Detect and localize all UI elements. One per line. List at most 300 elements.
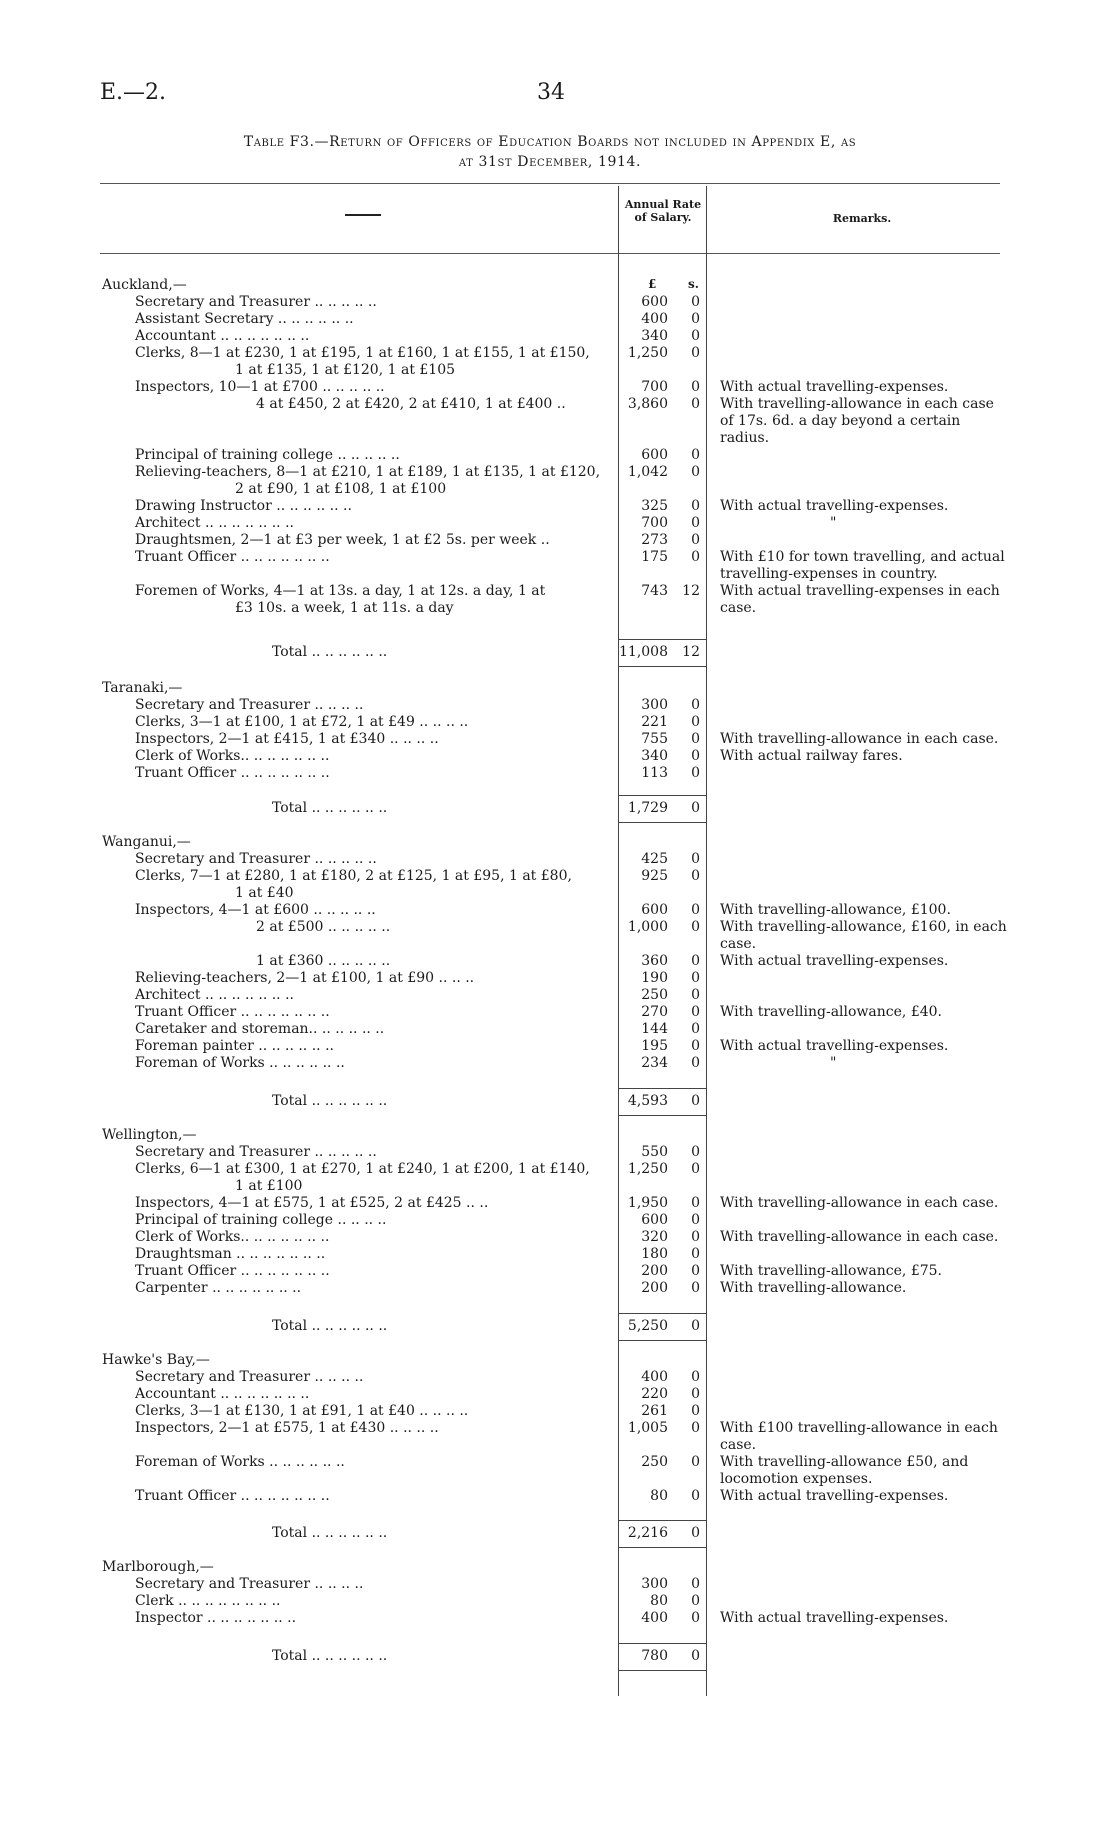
row-label-text: Clerks, 3—1 at £100, 1 at £72, 1 at £49	[135, 714, 415, 730]
row-label-text: Clerks, 7—1 at £280, 1 at £180, 2 at £125, 1 at £95, 1 at £80,	[135, 868, 572, 884]
leader-dots: .. .. .. .. ..	[320, 644, 388, 660]
salary-pounds: 180	[641, 1246, 668, 1262]
row-label-text: Principal of training college	[135, 1212, 334, 1228]
salary-shillings: 12	[682, 583, 700, 599]
leader-dots: .. .. .. .. ..	[308, 902, 376, 918]
leader-dots: .. .. .. ..	[385, 731, 439, 747]
leader-dots: .. .. .. .. .. ..	[264, 1055, 345, 1071]
salary-shillings: 0	[691, 987, 700, 1003]
salary-pounds: 340	[641, 328, 668, 344]
row-remark: "	[830, 1055, 837, 1071]
row-remark: With travelling-allowance in each case of 17s. 6d. a day beyond a certain radius.	[720, 396, 994, 446]
table-row-label	[135, 970, 474, 987]
row-label-text: 4 at £450, 2 at £420, 2 at £410, 1 at £400	[256, 396, 553, 412]
row-remark: With travelling-allowance in each case.	[720, 731, 999, 747]
table-row-label	[135, 1229, 329, 1246]
row-label-text: Secretary and Treasurer	[135, 1576, 311, 1592]
row-label-text: 1 at £360	[256, 953, 324, 969]
leader-dots: .. .. .. .. .. .. ..	[215, 1386, 310, 1402]
region-name: Marlborough,—	[102, 1559, 214, 1575]
leader-dots: .. .. .. ..	[310, 1576, 364, 1592]
salary-pounds: 400	[641, 311, 668, 327]
table-row-label	[135, 1576, 363, 1593]
salary-pounds: 600	[641, 447, 668, 463]
row-label-continuation: 2 at £90, 1 at £108, 1 at £100	[235, 481, 447, 497]
row-label-text: Inspectors, 4—1 at £575, 1 at £525, 2 at £425	[135, 1195, 462, 1211]
row-remark: With £100 travelling-allowance in each case.	[720, 1420, 998, 1453]
salary-shillings: 0	[691, 953, 700, 969]
salary-pounds: 273	[641, 532, 668, 548]
salary-shillings: 0	[691, 902, 700, 918]
row-label-text: Foreman of Works	[135, 1055, 265, 1071]
row-label-text: Truant Officer ..	[135, 549, 250, 565]
salary-shillings: 0	[691, 919, 700, 935]
salary-pounds: 925	[641, 868, 668, 884]
salary-shillings: 0	[691, 464, 700, 480]
table-row-label	[256, 396, 566, 413]
row-label-text: Truant Officer ..	[135, 1488, 250, 1504]
salary-shillings: 0	[691, 328, 700, 344]
salary-pounds: 80	[650, 1593, 668, 1609]
salary-pounds: 261	[641, 1403, 668, 1419]
total-text: Total ..	[272, 1648, 321, 1664]
table-row-label	[135, 1212, 386, 1229]
total-label	[272, 644, 387, 661]
total-pounds: 1,729	[627, 800, 668, 816]
row-label-continuation: 1 at £100	[235, 1178, 303, 1194]
page-number: 34	[537, 80, 565, 105]
salary-shillings: 0	[691, 1610, 700, 1626]
salary-shillings: 0	[691, 748, 700, 764]
salary-pounds: 300	[641, 697, 668, 713]
table-row-label	[135, 731, 439, 748]
salary-pounds: 400	[641, 1610, 668, 1626]
row-remark: With actual travelling-expenses.	[720, 1038, 949, 1054]
table-row-label	[135, 748, 329, 765]
table-row-label	[135, 987, 294, 1004]
row-label-text: Draughtsman ..	[135, 1246, 246, 1262]
salary-shillings: 0	[691, 714, 700, 730]
salary-pounds: 320	[641, 1229, 668, 1245]
total-label	[272, 1318, 387, 1335]
table-row-label	[135, 464, 600, 481]
total-text: Total ..	[272, 644, 321, 660]
salary-pounds: 425	[641, 851, 668, 867]
row-remark: With £10 for town travelling, and actual travelling-expenses in country.	[720, 549, 1005, 582]
salary-pounds: 144	[641, 1021, 668, 1037]
table-row-label	[135, 1246, 325, 1263]
salary-shillings: 0	[691, 345, 700, 361]
salary-shillings: 0	[691, 1004, 700, 1020]
table-row-label	[135, 902, 376, 919]
total-shillings: 0	[691, 1318, 700, 1334]
leader-dots: .. .. .. .. .. ..	[273, 311, 354, 327]
leader-dots: .. .. .. .. ..	[320, 1648, 388, 1664]
annual-salary-header: Annual Rate of Salary.	[624, 198, 702, 224]
salary-shillings: 0	[691, 1212, 700, 1228]
remarks-header: Remarks.	[832, 212, 892, 225]
table-row-label	[135, 1004, 330, 1021]
row-label-text: Foreman painter	[135, 1038, 254, 1054]
salary-pounds: 200	[641, 1263, 668, 1279]
salary-pounds: 1,950	[627, 1195, 668, 1211]
table-row-label	[135, 1021, 384, 1038]
salary-pounds: 1,005	[627, 1420, 668, 1436]
total-text: Total ..	[272, 1525, 321, 1541]
region-name: Auckland,—	[102, 277, 187, 293]
leader-dots: .. .. .. .. ..	[317, 379, 385, 395]
row-label-text: Architect	[135, 515, 201, 531]
salary-pounds: 250	[641, 987, 668, 1003]
row-remark: "	[830, 515, 837, 531]
leader-dots: .. .. .. ..	[310, 1369, 364, 1385]
row-label-text: Clerk of Works..	[135, 1229, 250, 1245]
region-name: Wanganui,—	[102, 834, 191, 850]
total-pounds: 5,250	[627, 1318, 668, 1334]
table-row-label	[135, 1161, 590, 1178]
row-label-text: Draughtsmen, 2—1 at £3 per week, 1 at £2 5s. per week	[135, 532, 537, 548]
salary-pounds: 195	[641, 1038, 668, 1054]
salary-shillings: 0	[691, 765, 700, 781]
salary-pounds: 1,000	[627, 919, 668, 935]
leader-dots: .. .. .. ..	[414, 714, 469, 730]
salary-pounds: 113	[641, 765, 668, 781]
leader-dots: .. .. .. .. .. ..	[249, 748, 330, 764]
leader-dots: .. .. .. .. .. ..	[253, 1038, 334, 1054]
row-remark: With travelling-allowance, £160, in each case.	[720, 919, 1007, 952]
table-row-label	[135, 345, 590, 362]
region-name: Hawke's Bay,—	[102, 1352, 210, 1368]
total-label	[272, 1525, 387, 1542]
salary-shillings: 0	[691, 731, 700, 747]
row-label-text: Drawing Instructor	[135, 498, 272, 514]
row-label-text: 2 at £500	[256, 919, 324, 935]
row-label-text: Truant Officer ..	[135, 1263, 250, 1279]
leader-dots: .. .. .. .. .. .. ..	[200, 987, 294, 1003]
row-label-text: Clerks, 8—1 at £230, 1 at £195, 1 at £160, 1 at £155, 1 at £150,	[135, 345, 590, 361]
salary-shillings: 0	[691, 1576, 700, 1592]
leader-dots: .. .. .. .. .. ..	[249, 1004, 330, 1020]
salary-shillings: 0	[691, 697, 700, 713]
salary-pounds: 175	[641, 549, 668, 565]
row-label-continuation: £3 10s. a week, 1 at 11s. a day	[235, 600, 454, 616]
table-row-label	[135, 1403, 468, 1420]
salary-shillings: 0	[691, 1403, 700, 1419]
salary-shillings: 0	[691, 447, 700, 463]
total-text: Total ..	[272, 800, 321, 816]
table-row-label	[135, 1144, 377, 1161]
salary-pounds: 360	[641, 953, 668, 969]
leader-dots: .. .. .. .. .. ..	[271, 498, 352, 514]
row-label-text: Secretary and Treasurer	[135, 1369, 311, 1385]
total-shillings: 0	[691, 1093, 700, 1109]
leader-dots: ..	[552, 396, 566, 412]
row-label-text: Architect	[135, 987, 201, 1003]
leader-dots: .. .. .. .. .. .. ..	[215, 328, 310, 344]
leader-dots: .. .. .. .. .. ..	[249, 1263, 330, 1279]
total-shillings: 0	[691, 1648, 700, 1664]
total-label	[272, 1093, 387, 1110]
table-row-label	[135, 498, 352, 515]
table-title-line-1: Table F3.—Return of Officers of Education Boards not included in Appendix E, as	[243, 134, 857, 150]
header-bottom-rule	[100, 253, 1000, 254]
salary-pounds: 700	[641, 515, 668, 531]
salary-pounds: 221	[641, 714, 668, 730]
row-label-text: Secretary and Treasurer	[135, 1144, 311, 1160]
document-code: E.—2.	[100, 80, 167, 105]
table-row-label	[135, 1610, 296, 1627]
row-label-text: Inspectors, 10—1 at £700	[135, 379, 318, 395]
salary-shillings: 0	[691, 1593, 700, 1609]
row-remark: With actual travelling-expenses in each case.	[720, 583, 1000, 616]
leader-dots: .. .. .. ..	[310, 697, 364, 713]
salary-pounds: 700	[641, 379, 668, 395]
row-remark: With travelling-allowance £50, and locomotion expenses.	[720, 1454, 969, 1487]
column-divider-right	[706, 186, 707, 1696]
leader-dots: .. .. .. .. ..	[310, 1144, 377, 1160]
row-label-text: Inspectors, 2—1 at £415, 1 at £340	[135, 731, 386, 747]
table-row-label	[135, 1454, 345, 1471]
salary-pounds: 80	[650, 1488, 668, 1504]
table-row-label	[135, 294, 377, 311]
leader-dots: .. .. .. .. .. ..	[249, 549, 330, 565]
table-top-rule	[100, 183, 1000, 184]
salary-pounds: 340	[641, 748, 668, 764]
leader-dots: .. .. .. .. ..	[320, 1093, 388, 1109]
leader-dots: .. .. .. .. ..	[323, 919, 391, 935]
row-label-text: Accountant	[135, 1386, 216, 1402]
salary-shillings: 0	[691, 1386, 700, 1402]
total-text: Total ..	[272, 1093, 321, 1109]
total-text: Total ..	[272, 1318, 321, 1334]
leader-dots: .. .. .. .. ..	[317, 1021, 385, 1037]
salary-shillings: 0	[691, 1038, 700, 1054]
row-remark: With travelling-allowance.	[720, 1280, 907, 1296]
salary-pounds: 3,860	[627, 396, 668, 412]
row-label-text: Relieving-teachers, 2—1 at £100, 1 at £90 ..	[135, 970, 448, 986]
salary-shillings: 0	[691, 1195, 700, 1211]
salary-shillings: 0	[691, 1144, 700, 1160]
table-row-label	[135, 1055, 345, 1072]
row-label-continuation: 1 at £135, 1 at £120, 1 at £105	[235, 362, 456, 378]
row-label-text: Principal of training college	[135, 447, 334, 463]
leader-dots: .. ..	[461, 1195, 489, 1211]
total-pounds: 4,593	[627, 1093, 668, 1109]
salary-shillings: 0	[691, 1488, 700, 1504]
column-head-dash	[345, 214, 381, 216]
total-pounds: 11,008	[619, 644, 668, 660]
row-remark: With actual travelling-expenses.	[720, 1610, 949, 1626]
row-label-text: Foremen of Works, 4—1 at 13s. a day, 1 at 12s. a day, 1 at	[135, 583, 546, 599]
salary-pounds: 325	[641, 498, 668, 514]
salary-shillings: 0	[691, 868, 700, 884]
total-shillings: 0	[691, 1525, 700, 1541]
salary-shillings: 0	[691, 1246, 700, 1262]
salary-pounds: 600	[641, 1212, 668, 1228]
table-row-label	[135, 868, 572, 885]
table-row-label	[135, 583, 545, 600]
salary-shillings: 0	[691, 311, 700, 327]
salary-shillings: 0	[691, 1161, 700, 1177]
table-row-label	[135, 1280, 301, 1297]
unit-pounds: £	[648, 277, 657, 291]
salary-shillings: 0	[691, 396, 700, 412]
salary-pounds: 300	[641, 1576, 668, 1592]
row-label-continuation: 1 at £40	[235, 885, 294, 901]
row-remark: With travelling-allowance, £75.	[720, 1263, 942, 1279]
salary-pounds: 600	[641, 294, 668, 310]
row-remark: With travelling-allowance, £100.	[720, 902, 951, 918]
salary-shillings: 0	[691, 549, 700, 565]
leader-dots: .. .. .. .. ..	[333, 447, 400, 463]
row-label-text: Assistant Secretary	[135, 311, 274, 327]
salary-pounds: 1,250	[627, 1161, 668, 1177]
salary-shillings: 0	[691, 1229, 700, 1245]
unit-shillings: s.	[688, 277, 699, 291]
salary-pounds: 234	[641, 1055, 668, 1071]
salary-pounds: 220	[641, 1386, 668, 1402]
row-label-text: Accountant	[135, 328, 216, 344]
leader-dots: .. .. .. .. ..	[310, 851, 377, 867]
table-row-label	[135, 851, 377, 868]
leader-dots: .. .. .. ..	[333, 1212, 387, 1228]
row-label-text: Caretaker and storeman..	[135, 1021, 318, 1037]
row-remark: With actual travelling-expenses.	[720, 953, 949, 969]
row-remark: With actual travelling-expenses.	[720, 498, 949, 514]
leader-dots: .. .. .. .. ..	[310, 294, 377, 310]
leader-dots: .. .. .. .. ..	[320, 800, 388, 816]
salary-shillings: 0	[691, 1369, 700, 1385]
table-row-label	[135, 549, 330, 566]
row-label-text: Truant Officer ..	[135, 765, 250, 781]
salary-pounds: 190	[641, 970, 668, 986]
salary-pounds: 600	[641, 902, 668, 918]
table-row-label	[135, 1488, 330, 1505]
table-row-label	[135, 1369, 363, 1386]
salary-shillings: 0	[691, 1021, 700, 1037]
row-label-text: Relieving-teachers, 8—1 at £210, 1 at £189, 1 at £135, 1 at £120,	[135, 464, 601, 480]
row-label-text: Secretary and Treasurer	[135, 294, 311, 310]
row-label-text: Inspector	[135, 1610, 203, 1626]
total-shillings: 0	[691, 800, 700, 816]
leader-dots: .. .. .. ..	[385, 1420, 439, 1436]
leader-dots: .. .. .. .. ..	[323, 953, 391, 969]
salary-shillings: 0	[691, 1454, 700, 1470]
salary-pounds: 200	[641, 1280, 668, 1296]
salary-pounds: 250	[641, 1454, 668, 1470]
total-label	[272, 800, 387, 817]
table-row-label	[135, 1386, 309, 1403]
table-row-label	[135, 1593, 280, 1610]
leader-dots: .. .. .. .. ..	[320, 1525, 388, 1541]
salary-shillings: 0	[691, 498, 700, 514]
table-title-line-2: at 31st December, 1914.	[458, 154, 642, 170]
salary-pounds: 270	[641, 1004, 668, 1020]
row-remark: With travelling-allowance in each case.	[720, 1229, 999, 1245]
total-pounds: 780	[641, 1648, 668, 1664]
leader-dots: .. .. .. .. .. .. ..	[207, 1280, 302, 1296]
leader-dots: .. .. .. .. .. ..	[249, 1488, 330, 1504]
row-label-text: Clerks, 3—1 at £130, 1 at £91, 1 at £40	[135, 1403, 415, 1419]
table-row-label	[135, 1195, 488, 1212]
salary-pounds: 550	[641, 1144, 668, 1160]
table-title	[100, 132, 1000, 172]
row-label-text: Clerks, 6—1 at £300, 1 at £270, 1 at £240, 1 at £200, 1 at £140,	[135, 1161, 590, 1177]
salary-shillings: 0	[691, 515, 700, 531]
table-row-label	[135, 515, 294, 532]
leader-dots: .. .. .. .. .. ..	[249, 765, 330, 781]
total-pounds: 2,216	[627, 1525, 668, 1541]
salary-shillings: 0	[691, 1280, 700, 1296]
leader-dots: .. .. .. .. ..	[320, 1318, 388, 1334]
region-name: Taranaki,—	[102, 680, 183, 696]
row-label-text: Truant Officer ..	[135, 1004, 250, 1020]
leader-dots: .. .. .. ..	[414, 1403, 469, 1419]
row-label-text: Inspectors, 2—1 at £575, 1 at £430	[135, 1420, 386, 1436]
table-row-label	[135, 765, 330, 782]
total-label	[272, 1648, 387, 1665]
leader-dots: .. .. .. .. .. ..	[245, 1246, 326, 1262]
salary-pounds: 1,042	[627, 464, 668, 480]
salary-pounds: 400	[641, 1369, 668, 1385]
salary-shillings: 0	[691, 851, 700, 867]
region-name: Wellington,—	[102, 1127, 197, 1143]
row-remark: With actual travelling-expenses.	[720, 1488, 949, 1504]
row-label-text: Secretary and Treasurer	[135, 697, 311, 713]
leader-dots: .. .. .. .. .. .. ..	[200, 515, 294, 531]
row-label-text: Foreman of Works	[135, 1454, 265, 1470]
row-label-text: Clerk of Works..	[135, 748, 250, 764]
salary-shillings: 0	[691, 1055, 700, 1071]
table-row-label	[135, 379, 385, 396]
table-row-label	[256, 919, 390, 936]
salary-shillings: 0	[691, 1263, 700, 1279]
salary-shillings: 0	[691, 294, 700, 310]
total-shillings: 12	[682, 644, 700, 660]
table-row-label	[135, 697, 363, 714]
leader-dots: .. .. .. .. .. .. ..	[187, 1593, 281, 1609]
row-remark: With actual railway fares.	[720, 748, 903, 764]
salary-pounds: 755	[641, 731, 668, 747]
table-row-label	[135, 532, 550, 549]
table-row-label	[135, 1263, 330, 1280]
row-label-text: Secretary and Treasurer	[135, 851, 311, 867]
table-row-label	[135, 447, 400, 464]
row-remark: With travelling-allowance in each case.	[720, 1195, 999, 1211]
salary-shillings: 0	[691, 379, 700, 395]
salary-shillings: 0	[691, 970, 700, 986]
table-row-label	[135, 1038, 334, 1055]
row-label-text: Carpenter	[135, 1280, 208, 1296]
table-row-label	[135, 328, 309, 345]
leader-dots: .. .. .. .. .. ..	[264, 1454, 345, 1470]
salary-shillings: 0	[691, 1420, 700, 1436]
table-row-label	[256, 953, 390, 970]
leader-dots: .. .. .. .. .. ..	[249, 1229, 330, 1245]
leader-dots: ..	[536, 532, 550, 548]
leader-dots: .. .. .. .. .. .. ..	[202, 1610, 297, 1626]
table-row-label	[135, 1420, 439, 1437]
salary-pounds: 1,250	[627, 345, 668, 361]
salary-pounds: 743	[641, 583, 668, 599]
row-label-text: Inspectors, 4—1 at £600	[135, 902, 309, 918]
row-remark: With actual travelling-expenses.	[720, 379, 949, 395]
table-row-label	[135, 714, 468, 731]
table-row-label	[135, 311, 354, 328]
salary-shillings: 0	[691, 532, 700, 548]
row-label-text: Clerk ..	[135, 1593, 188, 1609]
leader-dots: .. ..	[447, 970, 475, 986]
